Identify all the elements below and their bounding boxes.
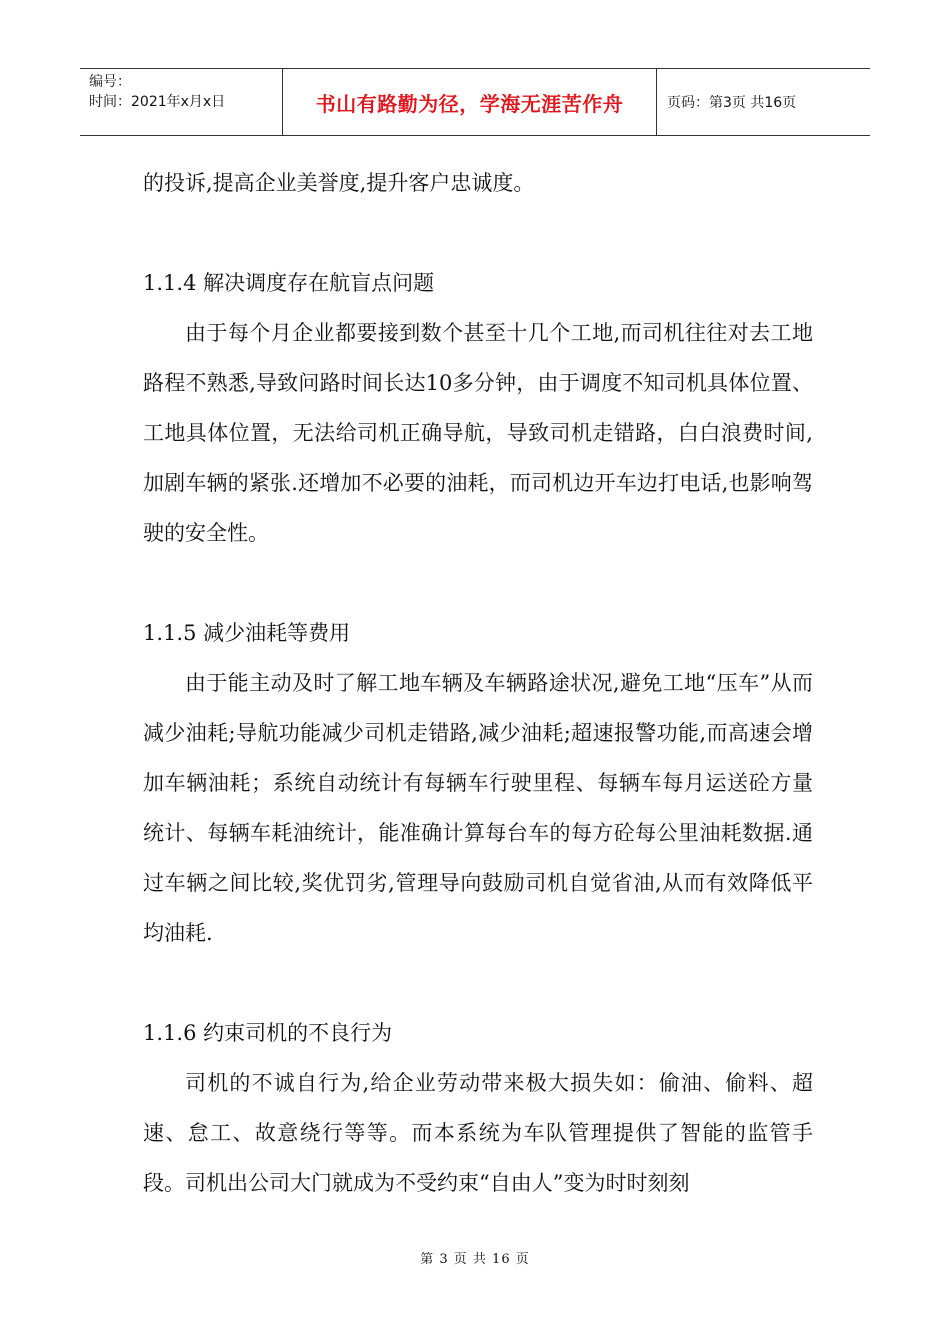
- spacer: [143, 958, 813, 1008]
- section-paragraph-1-1-6: 司机的不诚自行为,给企业劳动带来极大损失如：偷油、偷料、超速、怠工、故意绕行等等。而本系统为车队管理提供了智能的监管手段。司机出公司大门就成为不受约束“自由人”变为时时刻刻: [143, 1071, 813, 1195]
- page-footer: [0, 1248, 950, 1267]
- number-label: 编号：: [89, 74, 131, 90]
- spacer: [143, 558, 813, 608]
- section-paragraph-1-1-5: 由于能主动及时了解工地车辆及车辆路途状况,避免工地“压车”从而减少油耗;导航功能减少司机走错路,减少油耗;超速报警功能,而高速会增加车辆油耗；系统自动统计有每辆车行驶里程、每辆车每月运送砼方量统计、每辆车耗油统计，能准确计算每台车的每方砼每公里油耗数据.通过车辆之间比较,奖优罚劣,管理导向鼓励司机自觉省油,从而有效降低平均油耗.: [143, 671, 813, 945]
- intro-paragraph: 的投诉,提高企业美誉度,提升客户忠诚度。: [143, 171, 535, 195]
- section-heading-1-1-6: 1.1.6 约束司机的不良行为: [143, 1021, 393, 1045]
- header-motto: 书山有路勤为径，学海无涯苦作舟: [315, 91, 624, 116]
- date-label: 时间：2021年x月x日: [89, 94, 226, 110]
- section-heading-1-1-5: 1.1.5 减少油耗等费用: [143, 621, 351, 645]
- section-heading-1-1-4: 1.1.4 解决调度存在航盲点问题: [143, 271, 435, 295]
- page-header: [80, 68, 870, 136]
- header-page-info: [657, 69, 870, 135]
- header-meta: [80, 69, 283, 135]
- spacer: [143, 208, 813, 258]
- section-paragraph-1-1-4: 由于每个月企业都要接到数个甚至十几个工地,而司机往往对去工地路程不熟悉,导致问路时间长达10多分钟，由于调度不知司机具体位置、工地具体位置，无法给司机正确导航，导致司机走错路，白白浪费时间,加剧车辆的紧张.还增加不必要的油耗，而司机边开车边打电话,也影响驾驶的安全性。: [143, 321, 813, 545]
- header-motto-cell: [283, 69, 657, 135]
- page-info-text: 页码：第3页 共16页: [667, 95, 797, 111]
- footer-page-number: 第 3 页 共 16 页: [420, 1252, 530, 1267]
- document-body: [143, 158, 813, 1208]
